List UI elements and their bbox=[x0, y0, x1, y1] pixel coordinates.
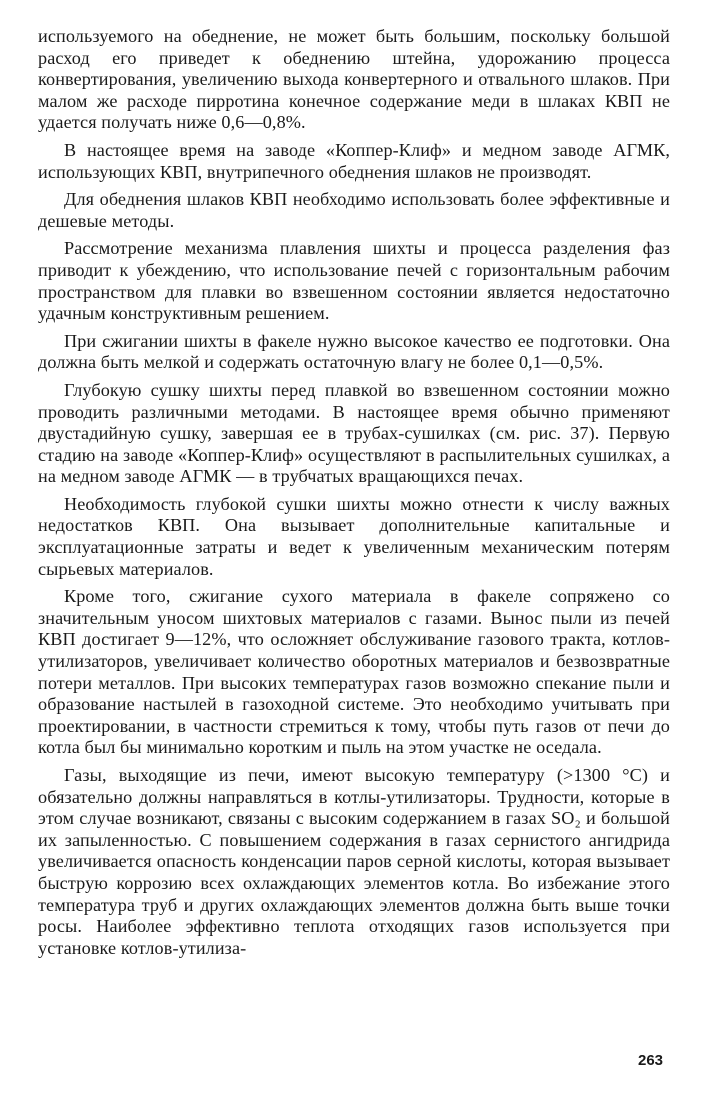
document-page bbox=[38, 26, 670, 959]
paragraph-2: В настоящее время на заводе «Коппер-Клиф» и медном заводе АГМК, использующих КВП, внутрипечного обеднения шлаков не производят. bbox=[38, 139, 670, 182]
paragraph-7: Необходимость глубокой сушки шихты можно отнести к числу важных недостатков КВП. Она вызывает дополнительные капитальные и эксплуатационные затраты и ведет к увеличенным механическим потерям сырьевых материалов. bbox=[38, 493, 670, 579]
paragraph-9: Газы, выходящие из печи, имеют высокую температуру (>1300 °С) и обязательно должны направляться в котлы-утилизаторы. Трудности, которые в этом случае возникают, связаны с высоким содержанием в газах SO₂ и большой их запыленностью. С повышением содержания в газах сернистого ангидрида увеличивается опасность конденсации паров серной кислоты, которая вызывает быструю коррозию всех охлаждающих элементов котла. Во избежание этого температура труб и других охлаждающих элементов должна быть выше точки росы. Наиболее эффективно теплота отходящих газов используется при установке котлов-утилиза- bbox=[38, 765, 670, 958]
paragraph-4: Рассмотрение механизма плавления шихты и процесса разделения фаз приводит к убеждению, что использование печей с горизонтальным рабочим пространством для плавки во взвешенном состоянии является недостаточно удачным конструктивным решением. bbox=[38, 238, 670, 324]
paragraph-3: Для обеднения шлаков КВП необходимо использовать более эффективные и дешевые методы. bbox=[38, 189, 670, 231]
paragraph-5: При сжигании шихты в факеле нужно высокое качество ее подготовки. Она должна быть мелкой и содержать остаточную влагу не более 0,1—0,5%. bbox=[38, 330, 670, 373]
paragraph-8: Кроме того, сжигание сухого материала в факеле сопряжено со значительным уносом шихтовых материалов с газами. Вынос пыли из печей КВП достигает 9—12%, что осложняет обслуживание газового тракта, котлов-утилизаторов, увеличивает количество оборотных материалов и безвозвратные потери металлов. При высоких температурах газов возможно спекание пыли и образование настылей в газоходной системе. Это необходимо учитывать при проектировании, в частности стремиться к тому, чтобы путь газов от печи до котла был бы минимально коротким и пыль на этом участке не оседала. bbox=[38, 586, 670, 758]
page-number: 263 bbox=[638, 1052, 664, 1069]
paragraph-6: Глубокую сушку шихты перед плавкой во взвешенном состоянии можно проводить различными методами. В настоящее время обычно применяют двустадийную сушку, завершая ее в трубах-сушилках (см. рис. 37). Первую стадию на заводе «Коппер-Клиф» осуществляют в распылительных сушилках, а на медном заводе АГМК — в трубчатых вращающихся печах. bbox=[38, 379, 670, 487]
paragraph-1: используемого на обеднение, не может быть большим, поскольку большой расход его приведет к обеднению штейна, удорожанию процесса конвертирования, увеличению выхода конвертерного и отвального шлаков. При малом же расходе пирротина конечное содержание меди в шлаках КВП не удается получать ниже 0,6—0,8%. bbox=[38, 26, 670, 133]
